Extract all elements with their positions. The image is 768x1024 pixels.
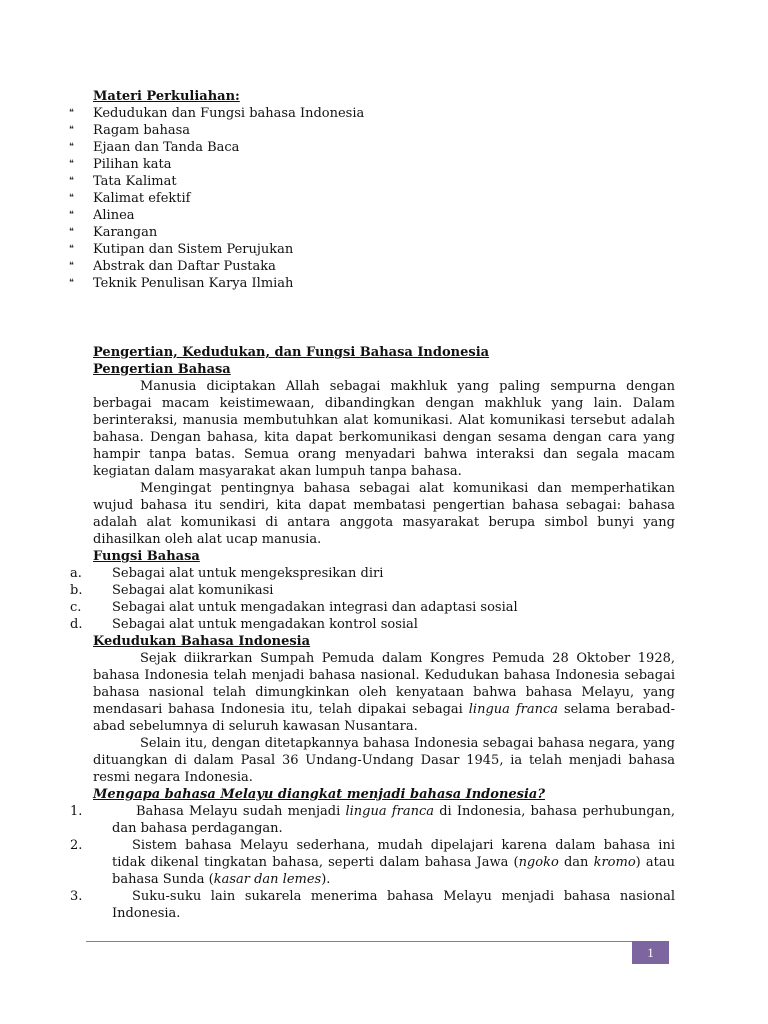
materi-item-label: Karangan — [93, 225, 158, 240]
pengertian-heading: Pengertian Bahasa — [93, 362, 231, 377]
materi-list — [69, 105, 675, 292]
mengapa-text-part: ) atau bahasa Sunda ( — [112, 855, 675, 887]
materi-item — [69, 139, 675, 156]
fungsi-text: Sebagai alat untuk mengekspresikan diri — [112, 566, 384, 581]
fungsi-marker: c. — [70, 600, 82, 615]
mengapa-text-part: Bahasa Melayu sudah menjadi — [136, 804, 346, 819]
materi-item-label: Alinea — [93, 208, 135, 223]
page-content — [69, 88, 675, 922]
materi-item — [69, 275, 675, 292]
kromo-term: kromo — [593, 855, 636, 870]
mengapa-text: Suku-suku lain sukarela menerima bahasa Melayu menjadi bahasa nasional Indonesia. — [112, 889, 675, 921]
fungsi-heading: Fungsi Bahasa — [93, 549, 200, 564]
materi-item — [69, 241, 675, 258]
materi-item-label: Kedudukan dan Fungsi bahasa Indonesia — [93, 106, 365, 121]
materi-item — [69, 258, 675, 275]
quote-bullet-icon: ❝ — [69, 227, 74, 237]
fungsi-list — [70, 565, 675, 633]
materi-item-label: Teknik Penulisan Karya Ilmiah — [93, 276, 294, 291]
mengapa-marker: 2. — [70, 838, 83, 853]
kedudukan-paragraph-1 — [93, 650, 675, 735]
mengapa-marker: 3. — [70, 889, 83, 904]
lingua-franca-term: lingua franca — [345, 804, 434, 819]
mengapa-list — [70, 803, 675, 922]
quote-bullet-icon: ❝ — [69, 142, 74, 152]
materi-item-label: Ragam bahasa — [93, 123, 190, 138]
materi-item — [69, 122, 675, 139]
fungsi-marker: b. — [70, 583, 83, 598]
quote-bullet-icon: ❝ — [69, 176, 74, 186]
mengapa-heading: Mengapa bahasa Melayu diangkat menjadi bahasa Indonesia? — [93, 787, 545, 802]
footer-divider — [86, 941, 632, 942]
quote-bullet-icon: ❝ — [69, 159, 74, 169]
materi-item-label: Kalimat efektif — [93, 191, 191, 206]
kedudukan-heading: Kedudukan Bahasa Indonesia — [93, 634, 311, 649]
quote-bullet-icon: ❝ — [69, 108, 74, 118]
fungsi-item — [70, 582, 675, 599]
fungsi-item — [70, 599, 675, 616]
quote-bullet-icon: ❝ — [69, 125, 74, 135]
materi-item — [69, 224, 675, 241]
quote-bullet-icon: ❝ — [69, 278, 74, 288]
fungsi-text: Sebagai alat komunikasi — [112, 583, 274, 598]
mengapa-text — [112, 837, 675, 888]
materi-item-label: Ejaan dan Tanda Baca — [93, 140, 240, 155]
quote-bullet-icon: ❝ — [69, 244, 74, 254]
section-title: Pengertian, Kedudukan, dan Fungsi Bahasa Indonesia — [93, 345, 490, 360]
materi-item — [69, 156, 675, 173]
mengapa-text-part: Sistem bahasa Melayu sederhana, mudah dipelajari karena dalam bahasa ini tidak dikenal tingkatan bahasa, seperti dalam bahasa Jawa ( — [112, 838, 675, 870]
materi-item — [69, 105, 675, 122]
pengertian-paragraph-2: Mengingat pentingnya bahasa sebagai alat komunikasi dan memperhatikan wujud bahasa itu sendiri, kita dapat membatasi pengertian bahasa sebagai: bahasa adalah alat komunikasi di antara anggota masyarakat berupa simbol bunyi yang dihasilkan oleh alat ucap manusia. — [93, 481, 675, 547]
materi-item — [69, 173, 675, 190]
kedudukan-text: Sejak diikrarkan Sumpah Pemuda dalam Kongres Pemuda 28 Oktober 1928, bahasa Indonesia telah menjadi bahasa nasional. Kedudukan bahasa Indonesia sebagai bahasa nasional telah dimungkinkan oleh kenyataan bahwa bahasa Melayu, yang mendasari bahasa Indonesia itu, telah dipakai sebagai — [93, 651, 675, 717]
fungsi-item — [70, 565, 675, 582]
fungsi-item — [70, 616, 675, 633]
materi-item — [69, 190, 675, 207]
quote-bullet-icon: ❝ — [69, 193, 74, 203]
mengapa-text-part: ). — [321, 872, 331, 887]
mengapa-item-2 — [70, 837, 675, 888]
mengapa-item-3 — [70, 888, 675, 922]
page-number: 1 — [632, 941, 669, 964]
materi-item-label: Tata Kalimat — [93, 174, 177, 189]
ngoko-term: ngoko — [518, 855, 559, 870]
mengapa-item-1 — [70, 803, 675, 837]
mengapa-text-part: di Indonesia, bahasa perhubungan, dan bahasa perdagangan. — [112, 804, 675, 836]
mengapa-text-part: dan — [558, 855, 594, 870]
fungsi-marker: d. — [70, 617, 83, 632]
quote-bullet-icon: ❝ — [69, 261, 74, 271]
pengertian-paragraph-1: Manusia diciptakan Allah sebagai makhluk yang paling sempurna dengan berbagai macam keistimewaan, dibandingkan dengan makhluk yang lain. Dalam berinteraksi, manusia membutuhkan alat komunikasi. Alat komunikasi tersebut adalah bahasa. Dengan bahasa, kita dapat berkomunikasi dengan sesama dengan cara yang hampir tanpa batas. Semua orang menyadari bahwa interaksi dan segala macam kegiatan dalam masyarakat akan lumpuh tanpa bahasa. — [93, 379, 675, 479]
materi-heading: Materi Perkuliahan: — [93, 89, 240, 104]
mengapa-marker: 1. — [70, 804, 83, 819]
fungsi-marker: a. — [70, 566, 82, 581]
materi-item-label: Pilihan kata — [93, 157, 172, 172]
fungsi-text: Sebagai alat untuk mengadakan kontrol sosial — [112, 617, 418, 632]
materi-item-label: Abstrak dan Daftar Pustaka — [93, 259, 276, 274]
materi-item-label: Kutipan dan Sistem Perujukan — [93, 242, 294, 257]
quote-bullet-icon: ❝ — [69, 210, 74, 220]
kasar-lemes-term: kasar dan lemes — [213, 872, 322, 887]
mengapa-text — [112, 803, 675, 837]
kedudukan-paragraph-2: Selain itu, dengan ditetapkannya bahasa Indonesia sebagai bahasa negara, yang dituangkan di dalam Pasal 36 Undang-Undang Dasar 1945, ia telah menjadi bahasa resmi negara Indonesia. — [93, 736, 675, 785]
fungsi-text: Sebagai alat untuk mengadakan integrasi dan adaptasi sosial — [112, 600, 518, 615]
kedudukan-text: selama berabad-abad sebelumnya di seluruh kawasan Nusantara. — [93, 702, 675, 734]
lingua-franca-term: lingua franca — [468, 702, 559, 717]
materi-item — [69, 207, 675, 224]
